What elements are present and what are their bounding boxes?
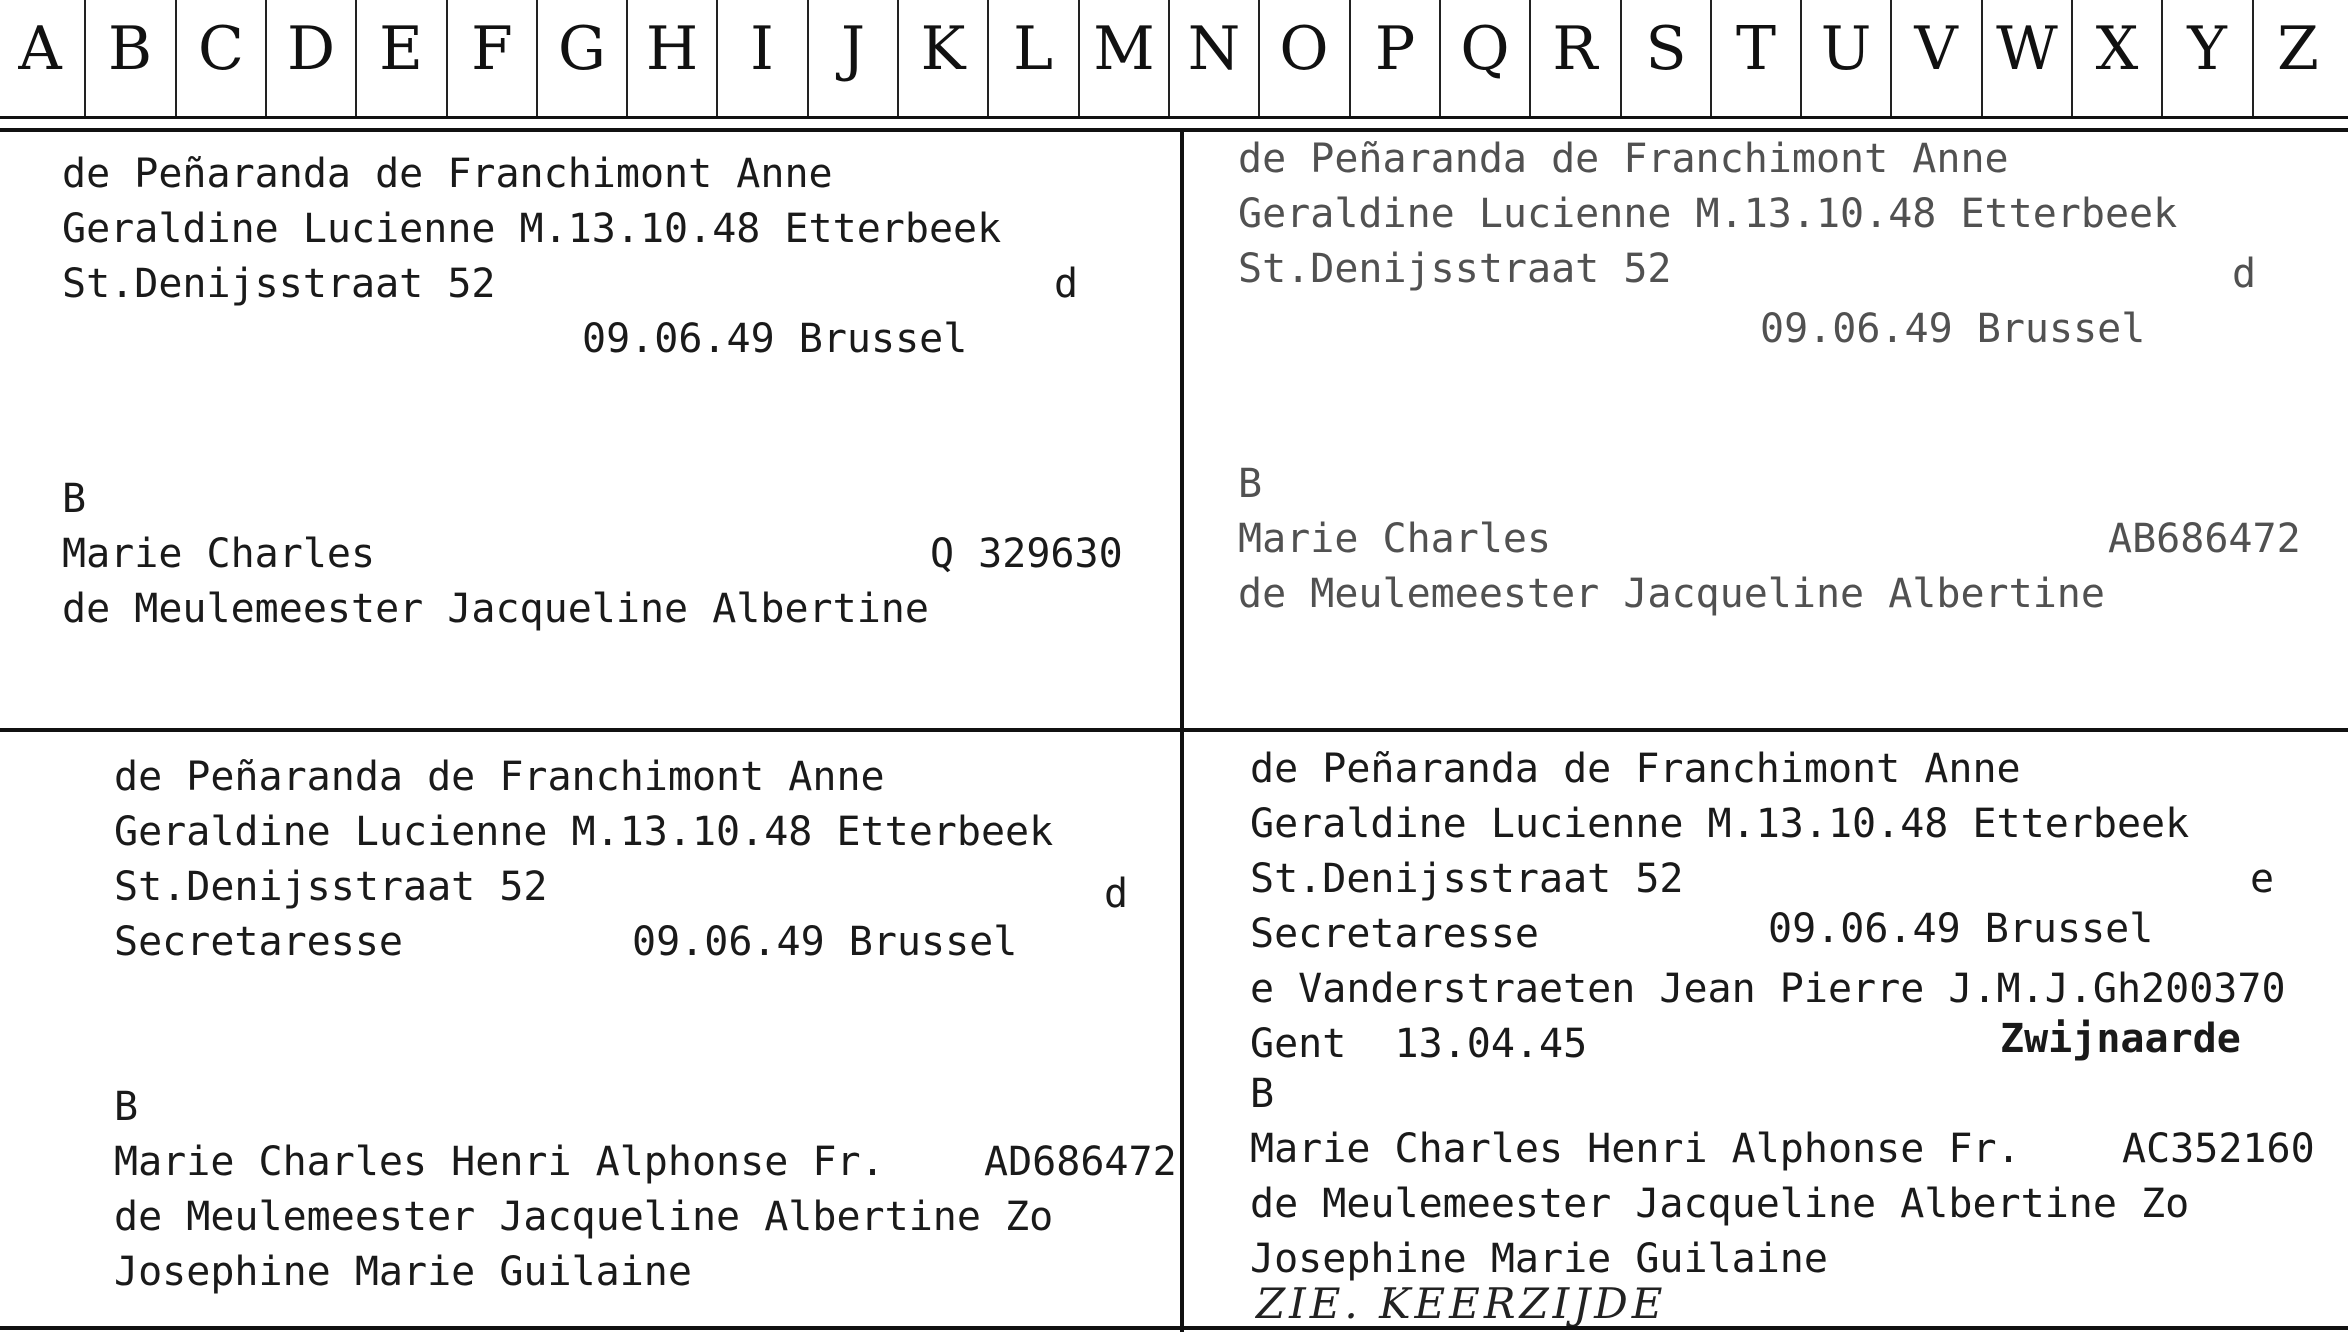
index-separator [1258, 0, 1260, 116]
index-letter-v: V [1914, 14, 1958, 84]
card-code: d [1104, 871, 1129, 917]
card-top-left [0, 132, 1178, 726]
index-separator [987, 0, 989, 116]
index-separator [1800, 0, 1802, 116]
card-given-line: Geraldine Lucienne M.13.10.48 Etterbeek [62, 206, 1002, 252]
card-bottom-left [0, 732, 1178, 1326]
card-date-line: 09.06.49 Brussel [632, 919, 1018, 965]
index-separator [84, 0, 86, 116]
index-letter-q: Q [1460, 14, 1510, 84]
index-separator [2071, 0, 2073, 116]
card-id-number: AC352160 [2122, 1126, 2315, 1172]
index-separator [1349, 0, 1351, 116]
index-separator [1529, 0, 1531, 116]
card-mother-line: de Meulemeester Jacqueline Albertine [62, 586, 929, 632]
card-given-line: Geraldine Lucienne M.13.10.48 Etterbeek [114, 809, 1054, 855]
index-separator [1890, 0, 1892, 116]
card-father-line: Marie Charles [62, 531, 376, 577]
index-separator [1078, 0, 1080, 116]
card-spouse-place: Gent 13.04.45 [1250, 1021, 1588, 1067]
index-separator [175, 0, 177, 116]
index-letter-n: N [1187, 14, 1241, 84]
index-separator [1981, 0, 1983, 116]
index-separator [536, 0, 538, 116]
card-father-line: Marie Charles Henri Alphonse Fr. [114, 1139, 885, 1185]
card-father-line: Marie Charles Henri Alphonse Fr. [1250, 1126, 2021, 1172]
card-address-line: St.Denijsstraat 52 [1238, 246, 1672, 292]
index-letter-s: S [1645, 14, 1687, 84]
card-occupation: Secretaresse [1250, 911, 1539, 957]
index-letter-u: U [1820, 14, 1872, 84]
index-letter-o: O [1279, 14, 1329, 84]
index-letter-i: I [750, 14, 774, 84]
card-spouse-line: e Vanderstraeten Jean Pierre J.M.J.Gh200370 [1250, 966, 2286, 1012]
index-separator [2252, 0, 2254, 116]
index-separator [807, 0, 809, 116]
card-spouse-town: Zwijnaarde [2000, 1016, 2241, 1062]
index-letter-t: T [1735, 14, 1777, 84]
card-name-line: de Peñaranda de Franchimont Anne [1238, 136, 2009, 182]
index-letter-c: C [198, 14, 244, 84]
index-separator [2161, 0, 2163, 116]
card-father-line: Marie Charles [1238, 516, 1552, 562]
index-separator [355, 0, 357, 116]
card-bottom-right [1184, 732, 2348, 1326]
index-separator [716, 0, 718, 116]
index-letter-l: L [1013, 14, 1053, 84]
index-letter-p: P [1374, 14, 1416, 84]
card-date-line: 09.06.49 Brussel [582, 316, 968, 362]
card-address-line: St.Denijsstraat 52 [114, 864, 548, 910]
index-separator [1168, 0, 1170, 116]
index-letter-g: G [558, 14, 606, 84]
card-id-number: AD686472 [984, 1139, 1177, 1185]
index-separator [1620, 0, 1622, 116]
card-date-line: 09.06.49 Brussel [1760, 306, 2146, 352]
card-mother-line: de Meulemeester Jacqueline Albertine Zo [1250, 1181, 2190, 1227]
index-letter-y: Y [2187, 14, 2227, 84]
index-separator [897, 0, 899, 116]
index-letter-r: R [1552, 14, 1598, 84]
card-top-right [1184, 132, 2348, 726]
card-extra-line: Josephine Marie Guilaine [114, 1249, 692, 1295]
card-letter-b: B [1250, 1071, 1275, 1117]
index-letter-k: K [920, 14, 966, 84]
index-letter-d: D [286, 14, 336, 84]
card-extra-line: Josephine Marie Guilaine [1250, 1236, 1828, 1282]
index-separator [446, 0, 448, 116]
card-name-line: de Peñaranda de Franchimont Anne [114, 754, 885, 800]
card-code: d [1054, 261, 1079, 307]
index-letter-w: W [1996, 14, 2058, 84]
card-id-number: Q 329630 [930, 531, 1123, 577]
card-letter-b: B [1238, 461, 1263, 507]
index-letter-a: A [18, 14, 62, 84]
alphabet-index-bar [0, 0, 2348, 119]
index-letter-e: E [379, 14, 423, 84]
card-given-line: Geraldine Lucienne M.13.10.48 Etterbeek [1250, 801, 2190, 847]
index-separator [626, 0, 628, 116]
index-letter-x: X [2095, 14, 2139, 84]
card-letter-b: B [114, 1084, 139, 1130]
card-given-line: Geraldine Lucienne M.13.10.48 Etterbeek [1238, 191, 2178, 237]
card-address-line: St.Denijsstraat 52 [1250, 856, 1684, 902]
card-date-line: 09.06.49 Brussel [1768, 906, 2154, 952]
card-code: d [2232, 251, 2257, 297]
handwritten-note: ZIE. KEERZIJDE [1256, 1279, 1667, 1326]
index-separator [265, 0, 267, 116]
index-separator [1710, 0, 1712, 116]
card-name-line: de Peñaranda de Franchimont Anne [62, 151, 833, 197]
card-mother-line: de Meulemeester Jacqueline Albertine [1238, 571, 2105, 617]
bottom-card-rule [0, 1326, 2348, 1330]
index-letter-b: B [107, 14, 153, 84]
card-name-line: de Peñaranda de Franchimont Anne [1250, 746, 2021, 792]
card-letter-b: B [62, 476, 87, 522]
index-letter-j: J [840, 14, 866, 84]
card-code: e [2250, 856, 2275, 902]
card-address-line: St.Denijsstraat 52 [62, 261, 496, 307]
card-id-number: AB686472 [2108, 516, 2301, 562]
index-letter-f: F [471, 14, 513, 84]
index-letter-m: M [1093, 14, 1155, 84]
index-letter-h: H [645, 14, 699, 84]
card-occupation: Secretaresse [114, 919, 403, 965]
index-separator [1439, 0, 1441, 116]
card-mother-line: de Meulemeester Jacqueline Albertine Zo [114, 1194, 1054, 1240]
index-letter-z: Z [2277, 14, 2319, 84]
